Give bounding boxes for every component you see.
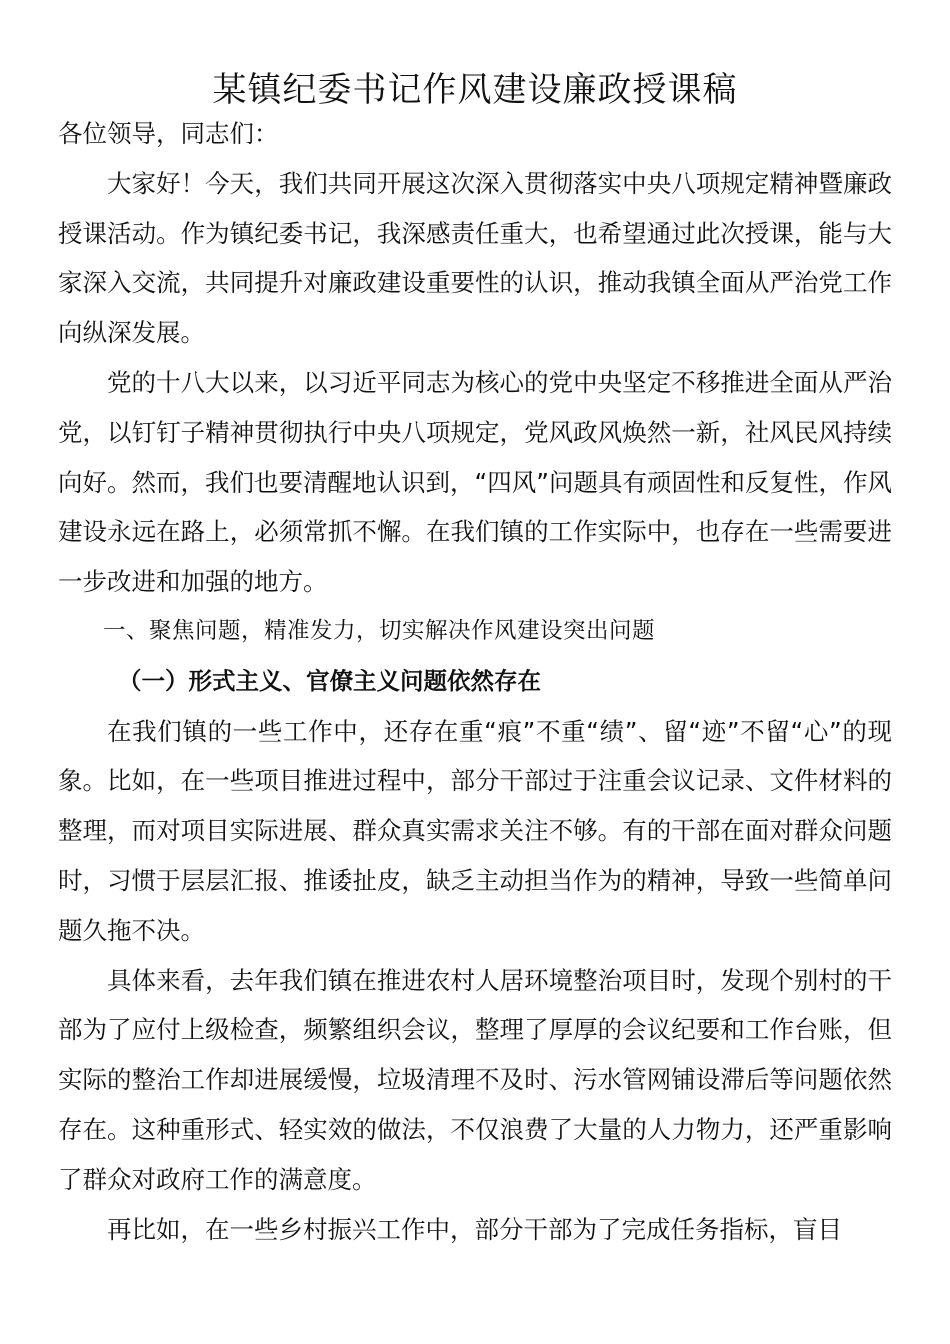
paragraph-example-2: 再比如，在一些乡村振兴工作中，部分干部为了完成任务指标，盲目 bbox=[107, 1214, 842, 1244]
paragraph-background: 党的十八大以来，以习近平同志为核心的党中央坚定不移推进全面从严治党，以钉钉子精神贯彻执行中央八项规定，党风政风焕然一新，社风民风持续向好。然而，我们也要清醒地认识到，“四风”问题具有顽固性和反复性，作风建设永远在路上，必须常抓不懈。在我们镇的工作实际中，也存在一些需要进一步改进和加强的地方。 bbox=[58, 367, 892, 597]
greeting: 各位领导，同志们： bbox=[58, 119, 279, 148]
document-title: 某镇纪委书记作风建设廉政授课稿 bbox=[212, 70, 738, 110]
paragraph-opening: 大家好！今天，我们共同开展这次深入贯彻落实中央八项规定精神暨廉政授课活动。作为镇纪委书记，我深感责任重大，也希望通过此次授课，能与大家深入交流，共同提升对廉政建设重要性的认识，推动我镇全面从严治党工作向纵深发展。 bbox=[58, 168, 892, 348]
paragraph-example-1: 具体来看，去年我们镇在推进农村人居环境整治项目时，发现个别村的干部为了应付上级检查，频繁组织会议，整理了厚厚的会议纪要和工作台账，但实际的整治工作却进展缓慢，垃圾清理不及时、污水管网铺设滞后等问题依然存在。这种重形式、轻实效的做法，不仅浪费了大量的人力物力，还严重影响了群众对政府工作的满意度。 bbox=[58, 965, 892, 1194]
paragraph-problem: 在我们镇的一些工作中，还存在重“痕”不重“绩”、留“迹”不留“心”的现象。比如，在一些项目推进过程中，部分干部过于注重会议记录、文件材料的整理，而对项目实际进展、群众真实需求关注不够。有的干部在面对群众问题时，习惯于层层汇报、推诿扯皮，缺乏主动担当作为的精神，导致一些简单问题久拖不决。 bbox=[58, 716, 892, 945]
section-heading: 一、聚焦问题，精准发力，切实解决作风建设突出问题 bbox=[103, 617, 656, 644]
subsection-heading: （一）形式主义、官僚主义问题依然存在 bbox=[118, 666, 541, 695]
